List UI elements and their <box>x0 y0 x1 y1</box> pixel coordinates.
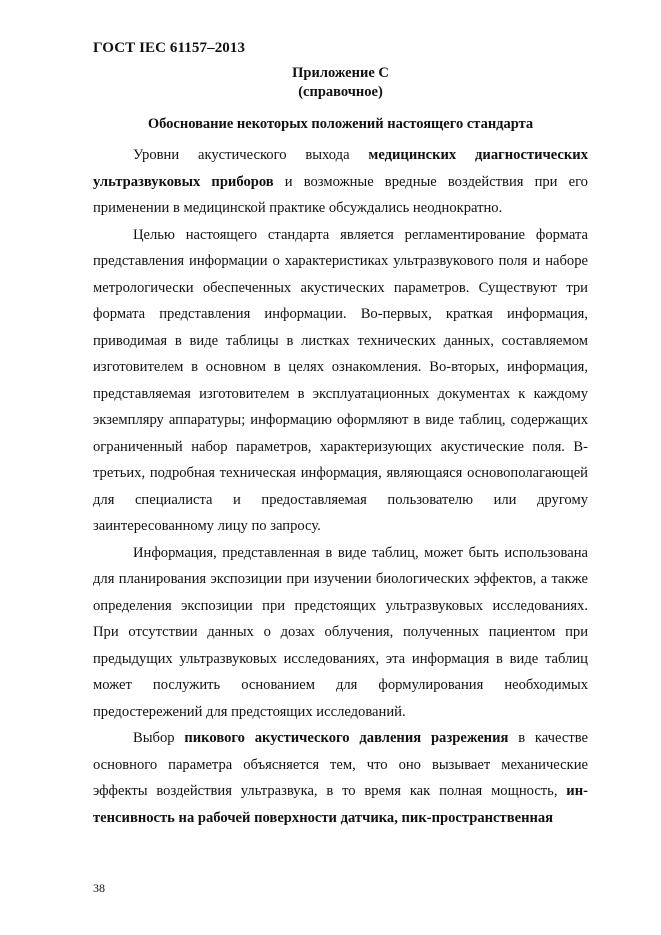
paragraph-2: Целью настоящего стандарта является регламентирование формата представления информации о характеристиках ультразвукового поля и наборе метрологически обеспеченных акустических параметров. Существуют три формата представления информации. Во-первых, краткая информация, приводимая в виде таблицы в листках технических данных, составляемом изготовителем в основном в целях ознакомления. Во-вторых, информация, представляемая изготовителем в эксплуатационных документах к каждому экземпляру аппаратуры; информацию оформляют в виде таблиц, содержащих ограниченный набор параметров, характеризующих акустические поля. В-третьих, подробная техническая информация, являющаяся основополагающей для специалиста и предоставляемая пользователю или другому заинтересованному лицу по запросу. <box>93 226 588 534</box>
appendix-subtitle: (справочное) <box>298 84 383 100</box>
paragraph-4-start: Выбор <box>133 730 185 746</box>
page-number: 38 <box>93 881 105 895</box>
paragraph-4-term-2: интенсивность на рабочей поверхности датчика, пик-пространственная <box>93 783 588 826</box>
standard-header: ГОСТ IEC 61157–2013 <box>93 40 246 56</box>
paragraph-1-term: медицинских диагностических ультразвуковых приборов <box>93 147 588 190</box>
section-title: Обоснование некоторых положений настоящего стандарта <box>147 116 534 132</box>
paragraph-4-middle: в качестве основного параметра объясняется тем, что оно вызывает механические эффекты воздействия ультразвука, в то время как полная мощность, <box>93 730 588 799</box>
paragraph-1 <box>93 142 588 222</box>
appendix-title: Приложение С <box>292 65 389 81</box>
body-text <box>93 142 588 831</box>
paragraph-3: Информация, представленная в виде таблиц, может быть использована для планирования экспозиции при изучении биологических эффектов, а также определения экспозиции при предстоящих ультразвуковых исследованиях. При отсутствии данных о дозах облучения, полученных пациентом при предыдущих ультразвуковых исследованиях, эта информация в виде таблиц может послужить основанием для формулирования необходимых предостережений для предстоящих исследований. <box>93 544 588 720</box>
paragraph-4-term: пикового акустического давления разрежения <box>184 730 509 746</box>
paragraph-4 <box>93 725 588 831</box>
paragraph-1-start: Уровни акустического выхода <box>133 147 369 163</box>
paragraph-1-end: и возможные вредные воздействия при его применении в медицинской практике обсуждались неоднократно. <box>93 173 588 216</box>
